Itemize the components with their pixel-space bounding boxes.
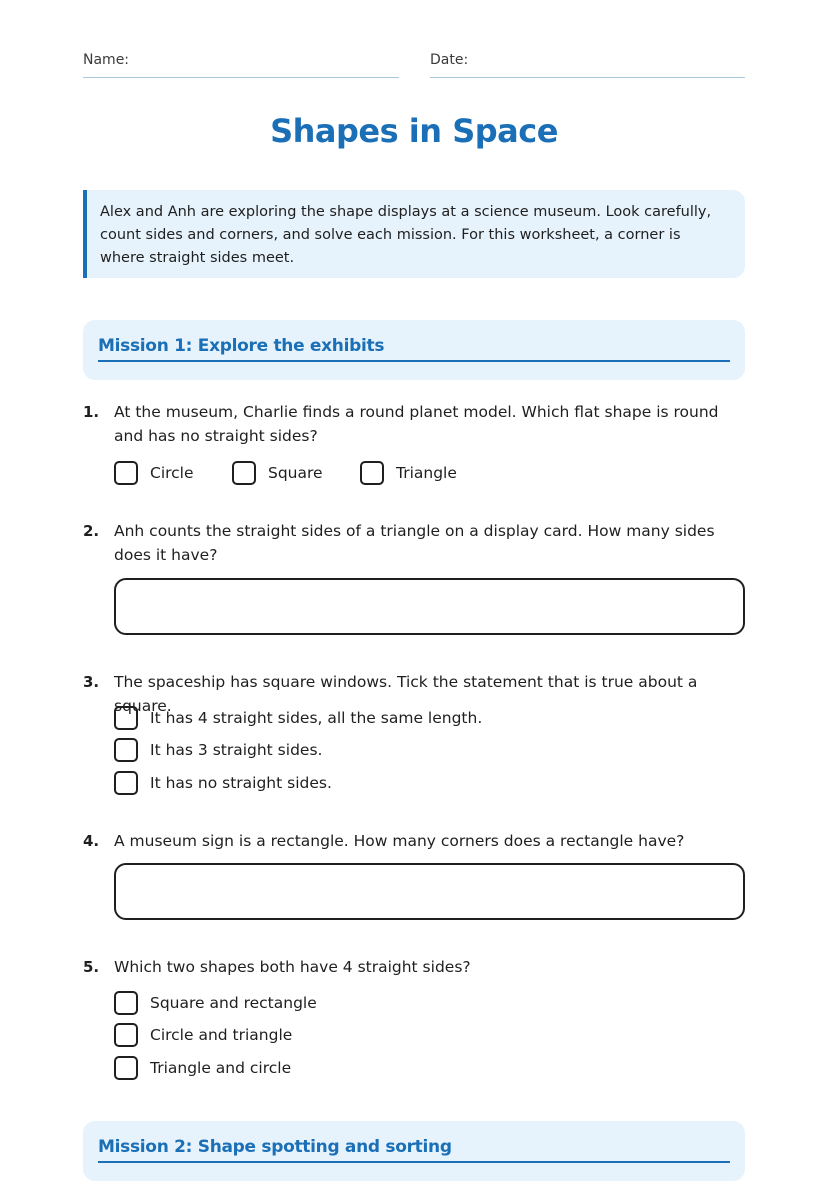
q3-option-1[interactable] <box>114 705 482 731</box>
checkbox[interactable] <box>114 1056 138 1080</box>
date-field[interactable] <box>430 52 745 78</box>
question-4-answer-box[interactable] <box>114 863 745 920</box>
q3-option-2[interactable] <box>114 737 322 763</box>
page-title: Shapes in Space <box>270 112 558 150</box>
checkbox[interactable] <box>232 461 256 485</box>
option-label: It has 4 straight sides, all the same length. <box>150 709 483 727</box>
question-2-answer-box[interactable] <box>114 578 745 635</box>
date-label: Date: <box>430 52 469 68</box>
option-label: Square <box>268 464 323 482</box>
q5-option-1[interactable] <box>114 990 317 1016</box>
option-label: Circle and triangle <box>150 1026 293 1044</box>
question-5-text: Which two shapes both have 4 straight sides? <box>114 958 471 976</box>
question-5-number: 5. <box>83 958 100 976</box>
checkbox[interactable] <box>114 461 138 485</box>
mission-1-header <box>83 320 745 380</box>
q3-option-3[interactable] <box>114 770 332 796</box>
option-label: Triangle and circle <box>150 1059 292 1077</box>
checkbox[interactable] <box>114 771 138 795</box>
question-3-text: The spaceship has square windows. Tick the statement that is true about a square. <box>114 673 698 715</box>
q1-option-triangle[interactable] <box>360 460 457 486</box>
q1-option-circle[interactable] <box>114 460 194 486</box>
option-label: Square and rectangle <box>150 994 317 1012</box>
question-2-text: Anh counts the straight sides of a triangle on a display card. How many sides does it have? <box>114 522 715 564</box>
checkbox[interactable] <box>114 991 138 1015</box>
checkbox[interactable] <box>360 461 384 485</box>
question-4-number: 4. <box>83 832 100 850</box>
question-1-number: 1. <box>83 403 100 421</box>
option-label: Triangle <box>396 464 457 482</box>
intro-callout <box>83 190 745 278</box>
option-label: It has no straight sides. <box>150 774 332 792</box>
option-label: Circle <box>150 464 194 482</box>
mission-1-title: Mission 1: Explore the exhibits <box>98 336 730 362</box>
name-label: Name: <box>83 52 130 68</box>
q5-option-2[interactable] <box>114 1022 292 1048</box>
question-4-text: A museum sign is a rectangle. How many corners does a rectangle have? <box>114 832 685 850</box>
intro-text: Alex and Anh are exploring the shape displays at a science museum. Look carefully, count sides and corners, and solve each mission. For this worksheet, a corner is where straight sides meet. <box>100 204 712 266</box>
q5-option-3[interactable] <box>114 1055 291 1081</box>
option-label: It has 3 straight sides. <box>150 741 323 759</box>
checkbox[interactable] <box>114 706 138 730</box>
checkbox[interactable] <box>114 1023 138 1047</box>
mission-2-header <box>83 1121 745 1181</box>
question-3-number: 3. <box>83 673 100 691</box>
q1-option-square[interactable] <box>232 460 323 486</box>
name-field[interactable] <box>83 52 399 78</box>
checkbox[interactable] <box>114 738 138 762</box>
question-2-number: 2. <box>83 522 100 540</box>
mission-2-title: Mission 2: Shape spotting and sorting <box>98 1137 730 1163</box>
question-1-text: At the museum, Charlie finds a round planet model. Which flat shape is round and has no straight sides? <box>114 403 719 445</box>
